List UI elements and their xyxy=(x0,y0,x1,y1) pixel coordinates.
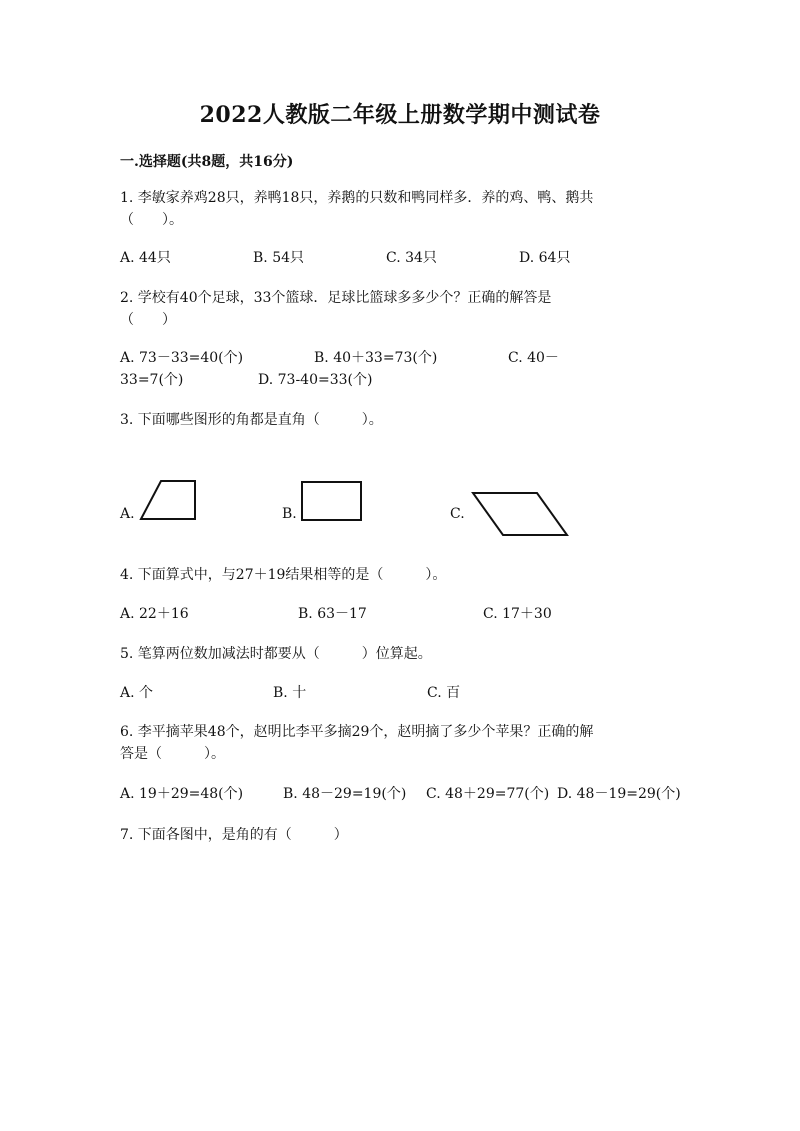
question-3-option-a[interactable]: A. xyxy=(120,506,135,522)
question-3-line1: 3. 下面哪些图形的角都是直角（ ）。 xyxy=(120,412,383,428)
question-1-text xyxy=(120,187,690,231)
question-2-option-a[interactable]: A. 73－33=40(个) xyxy=(120,350,244,366)
section-title: 一.选择题(共8题，共16分) xyxy=(120,154,294,170)
question-5-text xyxy=(120,643,690,665)
question-1-option-d[interactable]: D. 64只 xyxy=(519,250,571,266)
question-7-text xyxy=(120,824,690,846)
question-4-option-a[interactable]: A. 22＋16 xyxy=(120,606,189,622)
question-1-line1: 1. 李敏家养鸡28只，养鸭18只，养鹅的只数和鸭同样多．养的鸡、鸭、鹅共 xyxy=(120,190,594,206)
question-4-option-b[interactable]: B. 63－17 xyxy=(298,606,367,622)
question-2-option-b[interactable]: B. 40＋33=73(个) xyxy=(314,350,438,366)
question-6-option-d[interactable]: D. 48－19=29(个) xyxy=(557,786,681,802)
question-4-text xyxy=(120,564,690,586)
question-5-line1: 5. 笔算两位数加减法时都要从（ ）位算起。 xyxy=(120,646,432,662)
question-2-option-c[interactable]: C. 40－ xyxy=(508,350,559,366)
question-1-line2: （ ）。 xyxy=(120,212,183,228)
question-5-option-c[interactable]: C. 百 xyxy=(427,685,461,701)
question-6-option-b[interactable]: B. 48－29=19(个) xyxy=(283,786,407,802)
trapezoid-shape xyxy=(138,478,198,522)
question-4-option-c[interactable]: C. 17＋30 xyxy=(483,606,552,622)
question-5-option-b[interactable]: B. 十 xyxy=(273,685,307,701)
question-1-option-c[interactable]: C. 34只 xyxy=(386,250,437,266)
question-3-text xyxy=(120,409,690,431)
question-2-text xyxy=(120,287,690,331)
question-1-option-b[interactable]: B. 54只 xyxy=(253,250,305,266)
page-title: 2022人教版二年级上册数学期中测试卷 xyxy=(199,102,601,128)
question-7-line1: 7. 下面各图中，是角的有（ ） xyxy=(120,827,348,843)
question-6-text xyxy=(120,721,690,765)
question-2-option-c-continued[interactable]: 33=7(个) xyxy=(120,372,184,388)
question-3-option-c[interactable]: C. xyxy=(450,506,465,522)
question-6-option-c[interactable]: C. 48＋29=77(个) xyxy=(426,786,550,802)
question-6-option-a[interactable]: A. 19＋29=48(个) xyxy=(120,786,244,802)
question-1-option-a[interactable]: A. 44只 xyxy=(120,250,171,266)
question-2-line2: （ ） xyxy=(120,312,176,328)
question-4-line1: 4. 下面算式中，与27＋19结果相等的是（ ）。 xyxy=(120,567,447,583)
question-6-line1: 6. 李平摘苹果48个，赵明比李平多摘29个，赵明摘了多少个苹果？正确的解 xyxy=(120,724,594,740)
question-3-option-b[interactable]: B. xyxy=(282,506,297,522)
question-2-option-d[interactable]: D. 73-40=33(个) xyxy=(258,372,373,388)
rectangle-shape xyxy=(300,480,363,522)
question-6-line2: 答是（ ）。 xyxy=(120,746,225,762)
question-2-line1: 2. 学校有40个足球，33个篮球．足球比篮球多多少个？正确的解答是 xyxy=(120,290,552,306)
question-5-option-a[interactable]: A. 个 xyxy=(120,685,154,701)
parallelogram-shape xyxy=(470,490,570,538)
